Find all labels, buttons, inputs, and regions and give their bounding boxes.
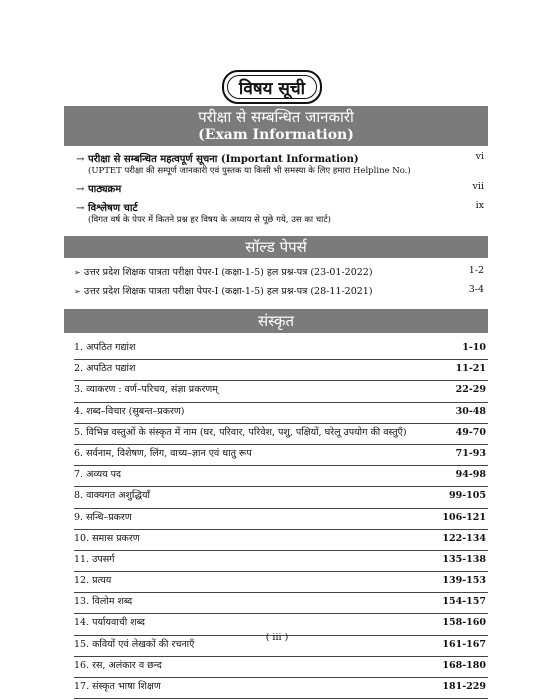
list-item[interactable]: ➢ उत्तर प्रदेश शिक्षक पात्रता परीक्षा पेपर-I (कक्षा-1-5) हल प्रश्न-पत्र (28-11-2021) 3-4 — [74, 284, 484, 297]
item-description: (UPTET परीक्षा की सम्पूर्ण जानकारी एवं पुस्तक या किसी भी समस्या के लिए हमारा Helpline No.) — [88, 166, 411, 176]
exam-info-heading-hindi: परीक्षा से सम्बन्धित जानकारी — [198, 108, 354, 126]
toc-row[interactable]: 8. वाक्यगत अशुद्धियाँ 99-105 — [74, 487, 488, 508]
triangle-bullet-icon: ➢ — [74, 287, 81, 296]
sanskrit-toc — [74, 339, 488, 699]
toc-row[interactable]: 13. विलोम शब्द 154-157 — [74, 593, 488, 614]
toc-row[interactable]: 9. सन्धि–प्रकरण 106-121 — [74, 509, 488, 530]
toc-row[interactable]: 10. समास प्रकरण 122-134 — [74, 530, 488, 551]
page-number: 94-98 — [455, 469, 486, 481]
item-description: (विगत वर्ष के पेपर में कितने प्रश्न हर विषय के अध्याय से पूछे गये, उस का चार्ट) — [88, 215, 331, 225]
toc-row[interactable]: 11. उपसर्ग 135-138 — [74, 551, 488, 572]
page-number: 49-70 — [455, 426, 486, 438]
toc-row[interactable]: 16. रस, अलंकार व छन्द 168-180 — [74, 657, 488, 678]
toc-row[interactable]: 4. शब्द–विचार (सुबन्त–प्रकरण) 30-48 — [74, 403, 488, 424]
toc-row[interactable]: 5. विभिन्न वस्तुओं के संस्कृत में नाम (घर, परिवार, परिवेश, पशु, पक्षियों, घरेलू उपयोग की वस्तुएँ) 49-70 — [74, 424, 488, 445]
page-number: 168-180 — [442, 659, 486, 671]
exam-info-heading-english: (Exam Information) — [198, 127, 354, 143]
exam-info-heading — [64, 106, 488, 146]
toc-row[interactable]: 17. संस्कृत भाषा शिक्षण 181-229 — [74, 678, 488, 699]
page-number: 11-21 — [455, 363, 486, 375]
page-number: 22-29 — [455, 384, 486, 396]
toc-row[interactable]: 14. पर्यायवाची शब्द 158-160 — [74, 614, 488, 635]
page-number: vi — [475, 151, 484, 162]
arrow-right-icon: → — [76, 203, 85, 214]
page-number: vii — [472, 181, 484, 192]
triangle-bullet-icon: ➢ — [74, 268, 81, 277]
page-footer: ( iii ) — [265, 632, 289, 643]
list-item[interactable]: → परीक्षा से सम्बन्धित महत्वपूर्ण सूचना (Important Information) vi — [76, 151, 484, 165]
page-title: विषय सूची — [222, 70, 322, 104]
page-number: ix — [475, 200, 484, 211]
page-number: 3-4 — [468, 284, 484, 295]
page-number: 161-167 — [442, 638, 486, 650]
arrow-right-icon: → — [76, 184, 85, 195]
sanskrit-heading: संस्कृत — [64, 309, 488, 333]
toc-row[interactable]: 7. अव्यय पद 94-98 — [74, 466, 488, 487]
page-number: 122-134 — [442, 532, 486, 544]
list-item[interactable]: ➢ उत्तर प्रदेश शिक्षक पात्रता परीक्षा पेपर-I (कक्षा-1-5) हल प्रश्न-पत्र (23-01-2022) 1-2 — [74, 265, 484, 278]
page-number: 135-138 — [442, 553, 486, 565]
list-item[interactable]: → विश्लेषण चार्ट ix — [76, 200, 484, 214]
solved-papers-heading: सॉल्ड पेपर्स — [64, 236, 488, 258]
toc-row[interactable]: 6. सर्वनाम, विशेषण, लिंग, वाच्य–ज्ञान एवं धातु रूप 71-93 — [74, 445, 488, 466]
toc-row[interactable]: 12. प्रत्यय 139-153 — [74, 572, 488, 593]
arrow-right-icon: → — [76, 154, 85, 165]
toc-row[interactable]: 15. कवियों एवं लेखकों की रचनाएँ 161-167 — [74, 636, 488, 657]
page-number: 71-93 — [455, 447, 486, 459]
toc-row[interactable]: 3. व्याकरण : वर्ण–परिचय, संज्ञा प्रकरणम् 22-29 — [74, 381, 488, 402]
list-item[interactable]: → पाठ्यक्रम vii — [76, 181, 484, 195]
toc-row[interactable]: 1. अपठित गद्यांश 1-10 — [74, 339, 488, 360]
page-number: 99-105 — [449, 490, 486, 502]
page-number: 139-153 — [442, 575, 486, 587]
page-number: 30-48 — [455, 405, 486, 417]
page-number: 181-229 — [442, 681, 486, 692]
page-number: 154-157 — [442, 596, 486, 608]
page-number: 106-121 — [442, 511, 486, 523]
page-number: 158-160 — [442, 617, 486, 629]
page-number: 1-2 — [468, 265, 484, 276]
toc-row[interactable]: 2. अपठित पद्यांश 11-21 — [74, 360, 488, 381]
page-number: 1-10 — [462, 342, 486, 353]
